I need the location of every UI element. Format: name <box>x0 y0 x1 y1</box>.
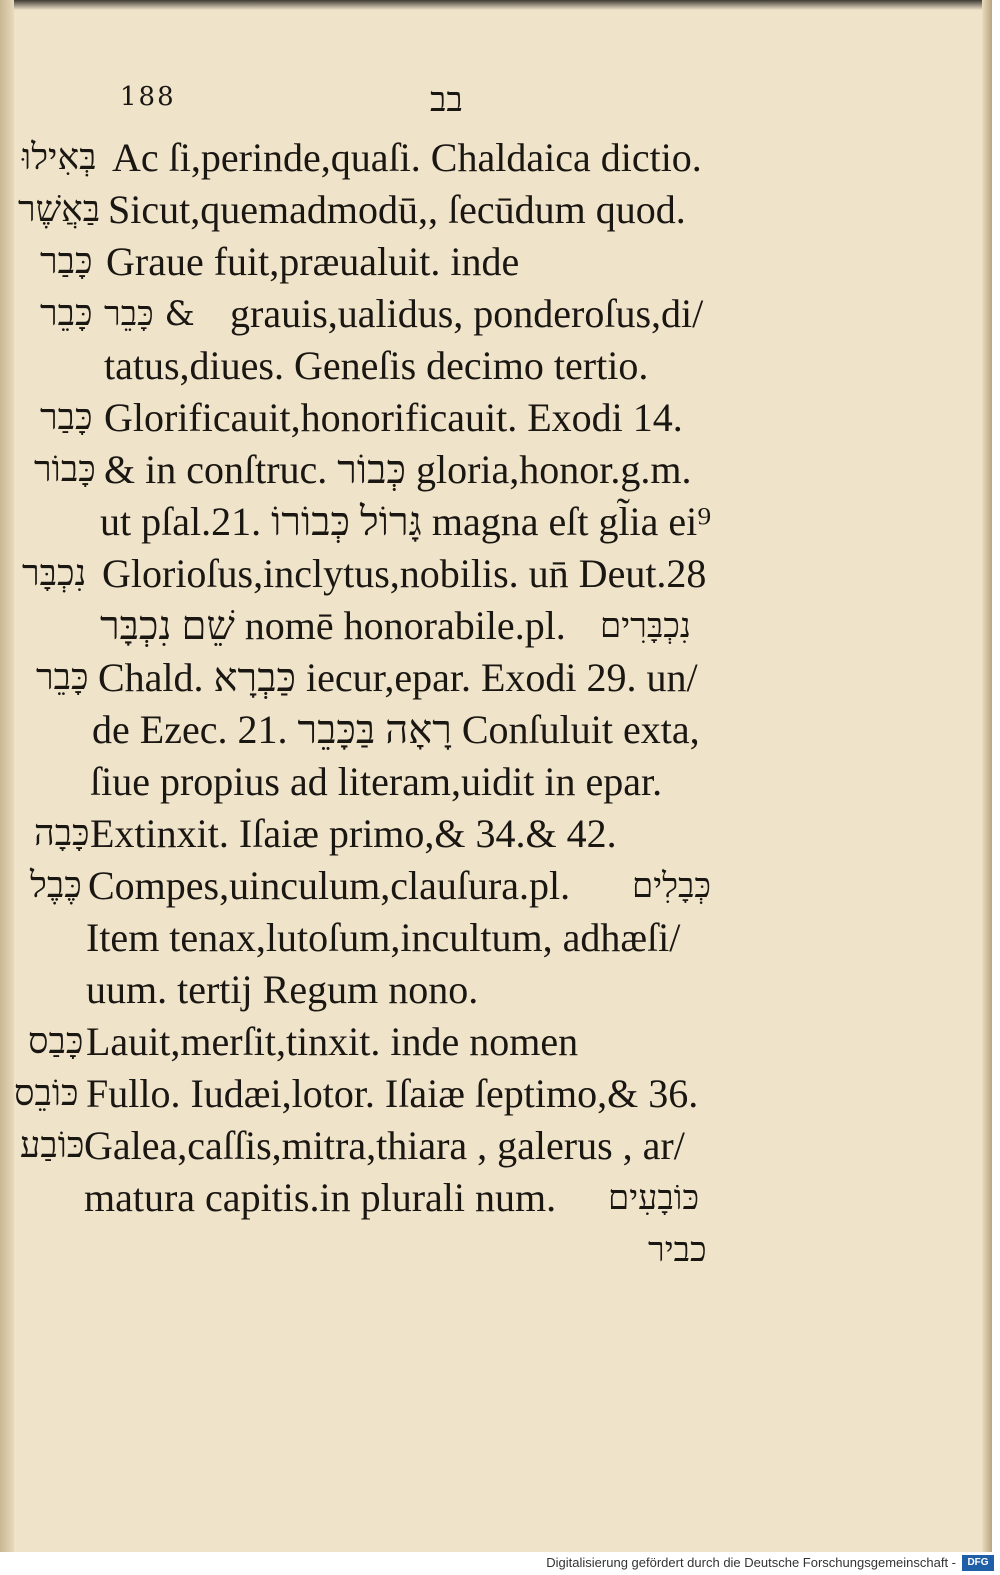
text-line <box>0 1222 780 1278</box>
text-line <box>0 754 780 810</box>
inline-hebrew: & כָּבֵר <box>104 294 195 334</box>
line-end-hebrew: כּוֹבָעִים <box>608 1178 700 1218</box>
catchword-hebrew: כביר <box>648 1230 707 1270</box>
text-line <box>0 546 780 602</box>
line-end-hebrew: כְּבָלִים <box>632 866 712 906</box>
line-text: ſiue propius ad literam,uidit in epar. <box>90 759 663 804</box>
margin-hebrew: כָּבוֹר <box>34 449 96 490</box>
line-text: grauis,ualidus, ponderoſus,di/ <box>230 291 704 336</box>
text-line <box>0 1014 780 1070</box>
margin-hebrew: כָּבָה <box>34 813 90 854</box>
text-line <box>0 286 780 342</box>
line-text: Graue fuit,præualuit. inde <box>106 239 520 284</box>
line-end-hebrew: נִכְבָּרִים <box>600 606 691 646</box>
line-text: שֵׁם נִכְבָּר nomē honorabile.pl. <box>100 603 566 648</box>
text-line <box>0 1066 780 1122</box>
line-text: Lauit,merſit,tinxit. inde nomen <box>86 1019 579 1064</box>
margin-hebrew: כּוֹבֵס <box>14 1073 79 1114</box>
line-text: Sicut,quemadmodū,, ſecūdum quod. <box>108 187 686 232</box>
margin-hebrew: כּוֹבַע <box>20 1125 85 1166</box>
margin-hebrew: נִכְבָּר <box>22 553 87 594</box>
page-top-edge <box>0 0 992 10</box>
text-line <box>0 702 780 758</box>
line-text: ut pſal.21. גָּרוֹל כְּבוֹרוֹ magna eſt gl̃ia ei⁹ <box>100 499 712 544</box>
margin-hebrew: כָּבַר <box>40 397 93 438</box>
margin-hebrew: בַּאֲשֶׁר <box>18 189 101 230</box>
funding-credit: Digitalisierung gefördert durch die Deutsche Forschungsgemeinschaft - <box>546 1555 956 1570</box>
line-text: Galea,caſſis,mitra,thiara , galerus , ar/ <box>84 1123 685 1168</box>
text-line <box>0 234 780 290</box>
text-line <box>0 130 780 186</box>
text-line <box>0 1118 780 1174</box>
line-text: tatus,diues. Geneſis decimo tertio. <box>104 343 649 388</box>
line-text: Extinxit. Iſaiæ primo,& 34.& 42. <box>90 811 617 856</box>
text-line <box>0 182 780 238</box>
running-head: בב <box>430 80 463 120</box>
margin-hebrew: בְּאִילוּ <box>22 137 97 178</box>
text-line <box>0 910 780 966</box>
text-line <box>0 390 780 446</box>
dfg-logo: DFG <box>962 1555 994 1571</box>
line-text: Chald. כַּבְרָא iecur,epar. Exodi 29. un/ <box>98 655 698 700</box>
margin-hebrew: כָּבַס <box>28 1021 84 1062</box>
line-text: Compes,uinculum,clauſura.pl. <box>88 863 571 908</box>
line-text: Fullo. Iudæi,lotor. Iſaiæ ſeptimo,& 36. <box>86 1071 699 1116</box>
text-line <box>0 598 780 654</box>
text-line <box>0 650 780 706</box>
line-text: de Ezec. 21. רָאָה בַּכָּבֵר Conſuluit exta, <box>92 707 700 752</box>
line-text: Ac ſi,perinde,quaſi. Chaldaica dictio. <box>112 135 702 180</box>
text-line <box>0 338 780 394</box>
margin-hebrew: כָּבֵר <box>40 293 93 334</box>
text-line <box>0 494 780 550</box>
text-line <box>0 806 780 862</box>
margin-hebrew: כֶּבֶל <box>30 865 82 906</box>
text-line <box>0 442 780 498</box>
line-text: Glorificauit,honorificauit. Exodi 14. <box>104 395 683 440</box>
line-text: matura capitis.in plurali num. <box>84 1175 557 1220</box>
line-text: Item tenax,lutoſum,incultum, adhæſi/ <box>86 915 681 960</box>
page-number: 188 <box>120 82 176 112</box>
page-fore-edge <box>982 0 992 1552</box>
margin-hebrew: כָּבֵר <box>36 657 89 698</box>
margin-hebrew: כָּבַר <box>40 241 93 282</box>
line-text: uum. tertij Regum nono. <box>86 967 479 1012</box>
text-line <box>0 1170 780 1226</box>
line-text: & in conſtruc. כְּבוֹר gloria,honor.g.m. <box>104 447 692 492</box>
text-line <box>0 858 780 914</box>
line-text: Glorioſus,inclytus,nobilis. un̄ Deut.28 <box>102 551 707 596</box>
digitization-footer <box>0 1552 1000 1575</box>
text-line <box>0 962 780 1018</box>
